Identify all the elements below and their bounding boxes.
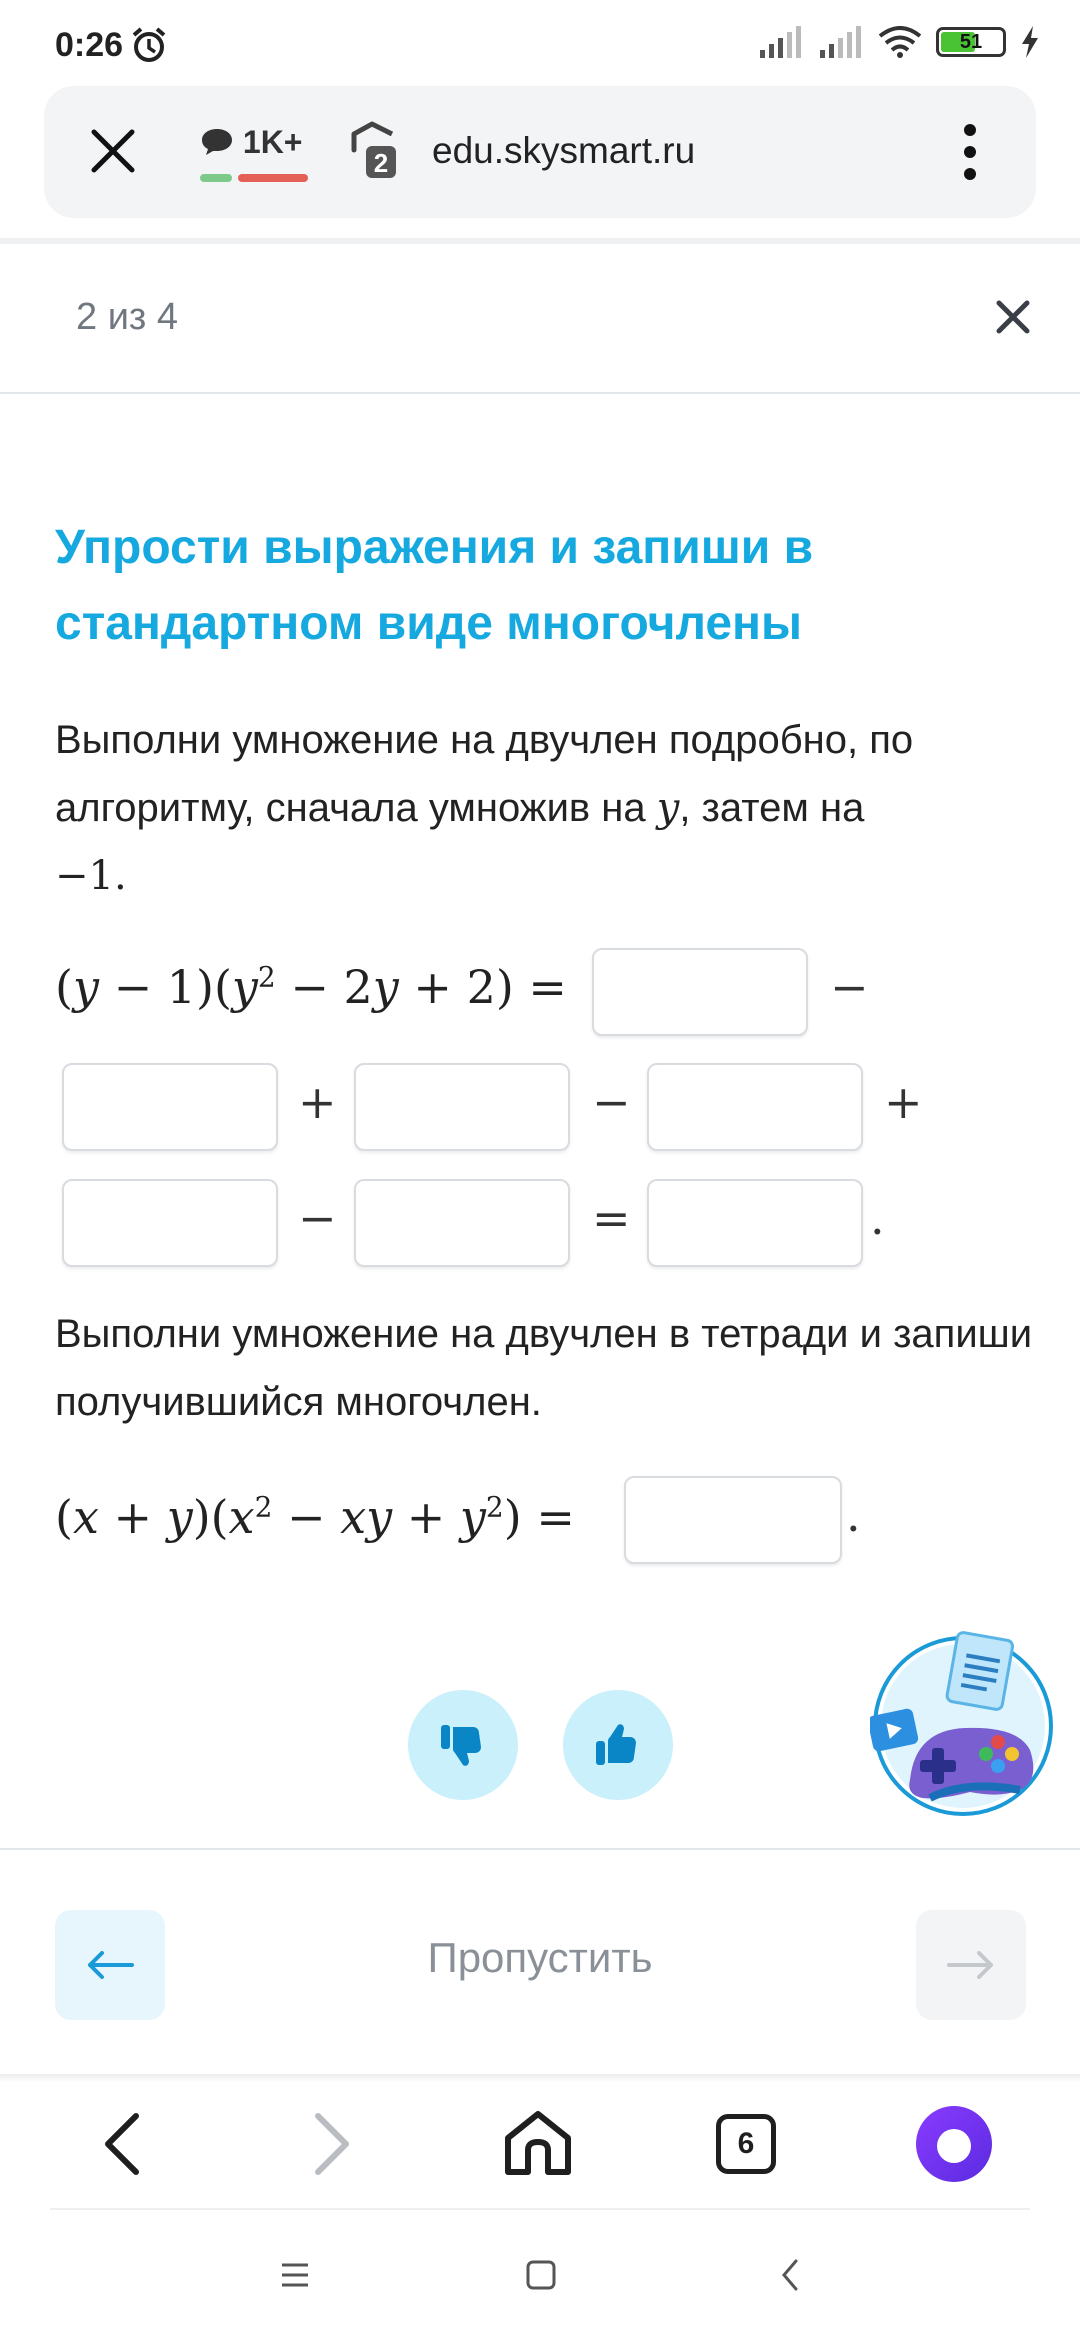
divider — [0, 238, 1080, 244]
period: . — [870, 1191, 885, 1245]
skip-button[interactable]: Пропустить — [427, 1934, 653, 1981]
arrow-left-icon — [86, 1950, 134, 1980]
browser-back-icon[interactable] — [100, 2112, 144, 2181]
answer-input-3[interactable] — [354, 1063, 570, 1151]
answer-input-2[interactable] — [62, 1063, 278, 1151]
back-button[interactable] — [55, 1910, 165, 2020]
instruction-text-part: Выполни умножение на двучлен подробно, по алгоритму, сначала умножив на — [55, 718, 914, 830]
status-icons — [758, 26, 1040, 58]
period: . — [846, 1488, 861, 1542]
like-button[interactable] — [563, 1690, 673, 1800]
plus-sign: + — [884, 1075, 923, 1129]
status-time: 0:26 — [55, 26, 124, 64]
answer-input-8[interactable] — [624, 1476, 842, 1564]
divider — [50, 2208, 1030, 2210]
chat-bubble-icon — [200, 127, 234, 157]
equation-1: $(y - 1)(y^2 - 2y + 2)$ = — [55, 960, 567, 1014]
instruction-text-part: , затем на — [679, 786, 865, 830]
signal-icon — [818, 26, 864, 58]
dislike-button[interactable] — [408, 1690, 518, 1800]
math-number: −1. — [55, 853, 127, 899]
answer-input-1[interactable] — [592, 948, 808, 1036]
browser-forward-icon[interactable] — [310, 2112, 354, 2181]
minus-sign: − — [298, 1191, 337, 1245]
shield-icon[interactable] — [348, 120, 400, 185]
equals-sign: = — [592, 1191, 631, 1245]
wifi-icon — [878, 26, 922, 58]
minus-sign: − — [830, 960, 869, 1014]
rating-bar — [200, 174, 308, 182]
minus-sign: − — [592, 1075, 631, 1129]
signal-icon — [758, 26, 804, 58]
close-icon[interactable] — [90, 128, 136, 179]
comments-button[interactable] — [200, 124, 302, 161]
battery-icon — [936, 27, 1006, 57]
thumbs-up-icon — [594, 1721, 642, 1769]
instruction-text — [55, 706, 1035, 910]
alarm-icon — [130, 26, 168, 69]
divider — [0, 1848, 1080, 1850]
charging-icon — [1020, 26, 1040, 58]
shield-badge-count: 2 — [373, 148, 389, 178]
games-mascot-icon[interactable] — [870, 1630, 1056, 1816]
home-icon[interactable] — [502, 2108, 574, 2183]
system-home-icon[interactable] — [526, 2260, 556, 2295]
url-text[interactable]: edu.skysmart.ru — [432, 130, 696, 171]
math-variable: y — [656, 785, 680, 831]
instruction-text: Выполни умножение на двучлен в тетради и запиши получившийся многочлен. — [55, 1312, 1033, 1424]
answer-input-5[interactable] — [62, 1179, 278, 1267]
comments-count: 1K+ — [242, 124, 303, 160]
next-button[interactable] — [916, 1910, 1026, 2020]
alice-assistant-icon[interactable] — [914, 2104, 994, 2189]
divider — [0, 392, 1080, 394]
progress-counter: 2 из 4 — [76, 296, 179, 338]
equation-2: $(x + y)(x^2$ − xy + $y^2$) = — [55, 1490, 575, 1544]
arrow-right-icon — [947, 1950, 995, 1980]
answer-input-6[interactable] — [354, 1179, 570, 1267]
battery-level: 51 — [959, 31, 983, 53]
tabs-count-button[interactable]: 6 — [716, 2114, 776, 2174]
more-vert-icon[interactable] — [958, 122, 982, 187]
recent-apps-icon[interactable] — [280, 2262, 310, 2293]
plus-sign: + — [298, 1075, 337, 1129]
task-title: Упрости выражения и запиши в стандартном виде многочлены — [55, 521, 814, 650]
thumbs-down-icon — [439, 1721, 487, 1769]
close-icon[interactable] — [996, 300, 1030, 339]
answer-input-7[interactable] — [647, 1179, 863, 1267]
system-back-icon[interactable] — [780, 2258, 800, 2297]
answer-input-4[interactable] — [647, 1063, 863, 1151]
bottom-bar-divider — [0, 2074, 1080, 2082]
